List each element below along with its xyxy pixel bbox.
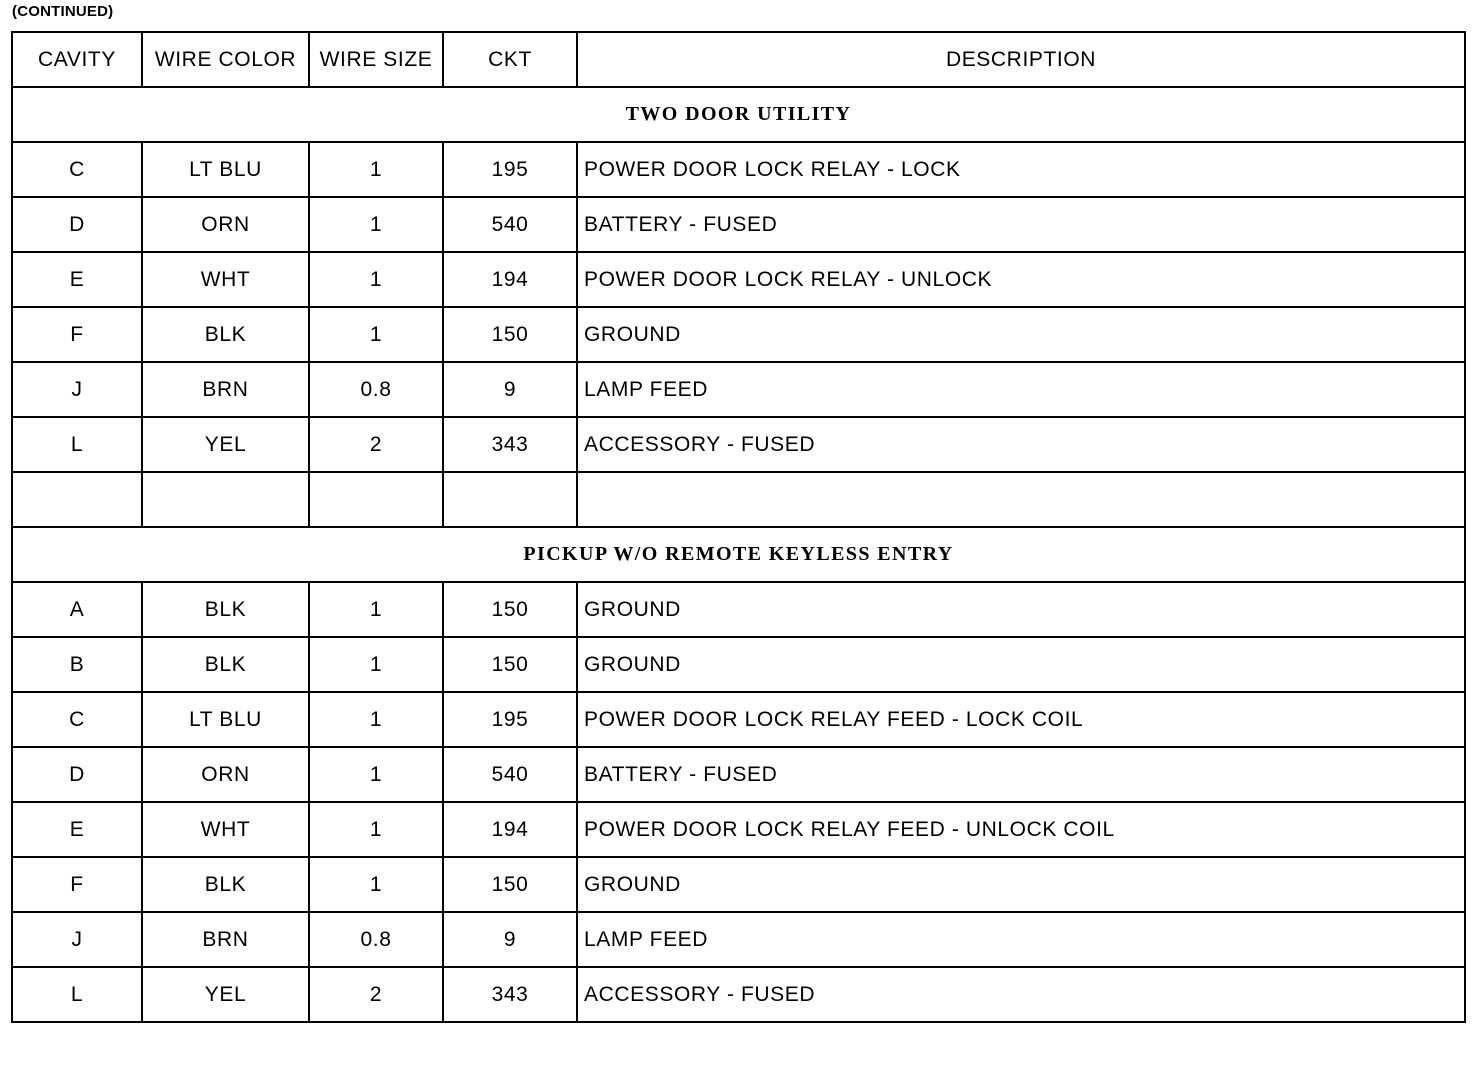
cell-wire-size: 0.8 — [309, 912, 443, 967]
cell-wire-size: 1 — [309, 747, 443, 802]
cell-wire-size: 1 — [309, 252, 443, 307]
header-description: DESCRIPTION — [577, 32, 1465, 87]
cell-ckt: 195 — [443, 692, 577, 747]
cell-wire-size: 1 — [309, 637, 443, 692]
cell-wire-color: YEL — [142, 417, 309, 472]
cell-ckt: 195 — [443, 142, 577, 197]
cell-wire-color: LT BLU — [142, 692, 309, 747]
cell-wire-size: 2 — [309, 417, 443, 472]
cell-wire-color: BLK — [142, 857, 309, 912]
cell-cavity: E — [12, 802, 142, 857]
cell-ckt: 194 — [443, 252, 577, 307]
cell-description: POWER DOOR LOCK RELAY - UNLOCK — [577, 252, 1465, 307]
cell-description: LAMP FEED — [577, 912, 1465, 967]
table-row — [12, 307, 1465, 362]
header-wire-color: WIRE COLOR — [142, 32, 309, 87]
cell-ckt: 343 — [443, 967, 577, 1022]
cell-wire-size: 1 — [309, 692, 443, 747]
cell-description: BATTERY - FUSED — [577, 197, 1465, 252]
cell-description: POWER DOOR LOCK RELAY FEED - UNLOCK COIL — [577, 802, 1465, 857]
cell-description — [577, 472, 1465, 527]
header-ckt: CKT — [443, 32, 577, 87]
table-row — [12, 912, 1465, 967]
section-header-row — [12, 87, 1465, 142]
cell-wire-size: 2 — [309, 967, 443, 1022]
table-row — [12, 967, 1465, 1022]
table-row — [12, 472, 1465, 527]
table-row — [12, 197, 1465, 252]
cell-ckt: 540 — [443, 747, 577, 802]
cell-description: GROUND — [577, 637, 1465, 692]
cell-wire-color: ORN — [142, 747, 309, 802]
cell-cavity: L — [12, 417, 142, 472]
section-title: PICKUP W/O REMOTE KEYLESS ENTRY — [12, 527, 1465, 582]
cell-cavity: L — [12, 967, 142, 1022]
table-body — [12, 87, 1465, 1022]
table-row — [12, 252, 1465, 307]
section-header-row — [12, 527, 1465, 582]
cell-ckt: 9 — [443, 912, 577, 967]
cell-description: BATTERY - FUSED — [577, 747, 1465, 802]
cell-cavity: E — [12, 252, 142, 307]
cell-cavity: C — [12, 142, 142, 197]
cell-wire-color: YEL — [142, 967, 309, 1022]
cell-wire-color: BRN — [142, 912, 309, 967]
table-row — [12, 582, 1465, 637]
header-wire-size: WIRE SIZE — [309, 32, 443, 87]
cell-wire-color: BLK — [142, 637, 309, 692]
cell-cavity: A — [12, 582, 142, 637]
cell-wire-size: 1 — [309, 197, 443, 252]
table-row — [12, 857, 1465, 912]
table-header — [12, 32, 1465, 87]
cell-description: ACCESSORY - FUSED — [577, 417, 1465, 472]
cell-wire-color: WHT — [142, 252, 309, 307]
cell-cavity: J — [12, 362, 142, 417]
cell-wire-size: 1 — [309, 582, 443, 637]
table-row — [12, 417, 1465, 472]
cell-description: POWER DOOR LOCK RELAY FEED - LOCK COIL — [577, 692, 1465, 747]
cell-cavity: D — [12, 197, 142, 252]
cell-description: GROUND — [577, 857, 1465, 912]
cell-wire-size: 1 — [309, 857, 443, 912]
cell-wire-color: BLK — [142, 307, 309, 362]
cell-wire-size: 1 — [309, 142, 443, 197]
cell-wire-size — [309, 472, 443, 527]
cell-ckt: 150 — [443, 307, 577, 362]
cell-cavity: D — [12, 747, 142, 802]
cell-cavity: B — [12, 637, 142, 692]
table-row — [12, 692, 1465, 747]
cell-description: POWER DOOR LOCK RELAY - LOCK — [577, 142, 1465, 197]
connector-pinout-table — [11, 31, 1466, 1023]
cell-description: ACCESSORY - FUSED — [577, 967, 1465, 1022]
header-row — [12, 32, 1465, 87]
cell-description: GROUND — [577, 582, 1465, 637]
cell-wire-color: BLK — [142, 582, 309, 637]
cell-ckt: 9 — [443, 362, 577, 417]
cell-cavity: J — [12, 912, 142, 967]
header-cavity: CAVITY — [12, 32, 142, 87]
table-row — [12, 142, 1465, 197]
cell-ckt — [443, 472, 577, 527]
section-title: TWO DOOR UTILITY — [12, 87, 1465, 142]
cell-cavity: F — [12, 307, 142, 362]
cell-wire-color — [142, 472, 309, 527]
cell-description: GROUND — [577, 307, 1465, 362]
cell-ckt: 150 — [443, 857, 577, 912]
cell-wire-color: ORN — [142, 197, 309, 252]
cell-cavity: C — [12, 692, 142, 747]
table-row — [12, 747, 1465, 802]
cell-wire-size: 1 — [309, 307, 443, 362]
cell-ckt: 343 — [443, 417, 577, 472]
cell-cavity: F — [12, 857, 142, 912]
cell-cavity — [12, 472, 142, 527]
cell-description: LAMP FEED — [577, 362, 1465, 417]
cell-ckt: 540 — [443, 197, 577, 252]
cell-wire-size: 0.8 — [309, 362, 443, 417]
table-row — [12, 637, 1465, 692]
cell-ckt: 150 — [443, 582, 577, 637]
table-row — [12, 362, 1465, 417]
cell-ckt: 194 — [443, 802, 577, 857]
cell-wire-size: 1 — [309, 802, 443, 857]
cell-wire-color: WHT — [142, 802, 309, 857]
table-row — [12, 802, 1465, 857]
continued-note: (CONTINUED) — [12, 3, 114, 20]
cell-wire-color: LT BLU — [142, 142, 309, 197]
cell-wire-color: BRN — [142, 362, 309, 417]
cell-ckt: 150 — [443, 637, 577, 692]
